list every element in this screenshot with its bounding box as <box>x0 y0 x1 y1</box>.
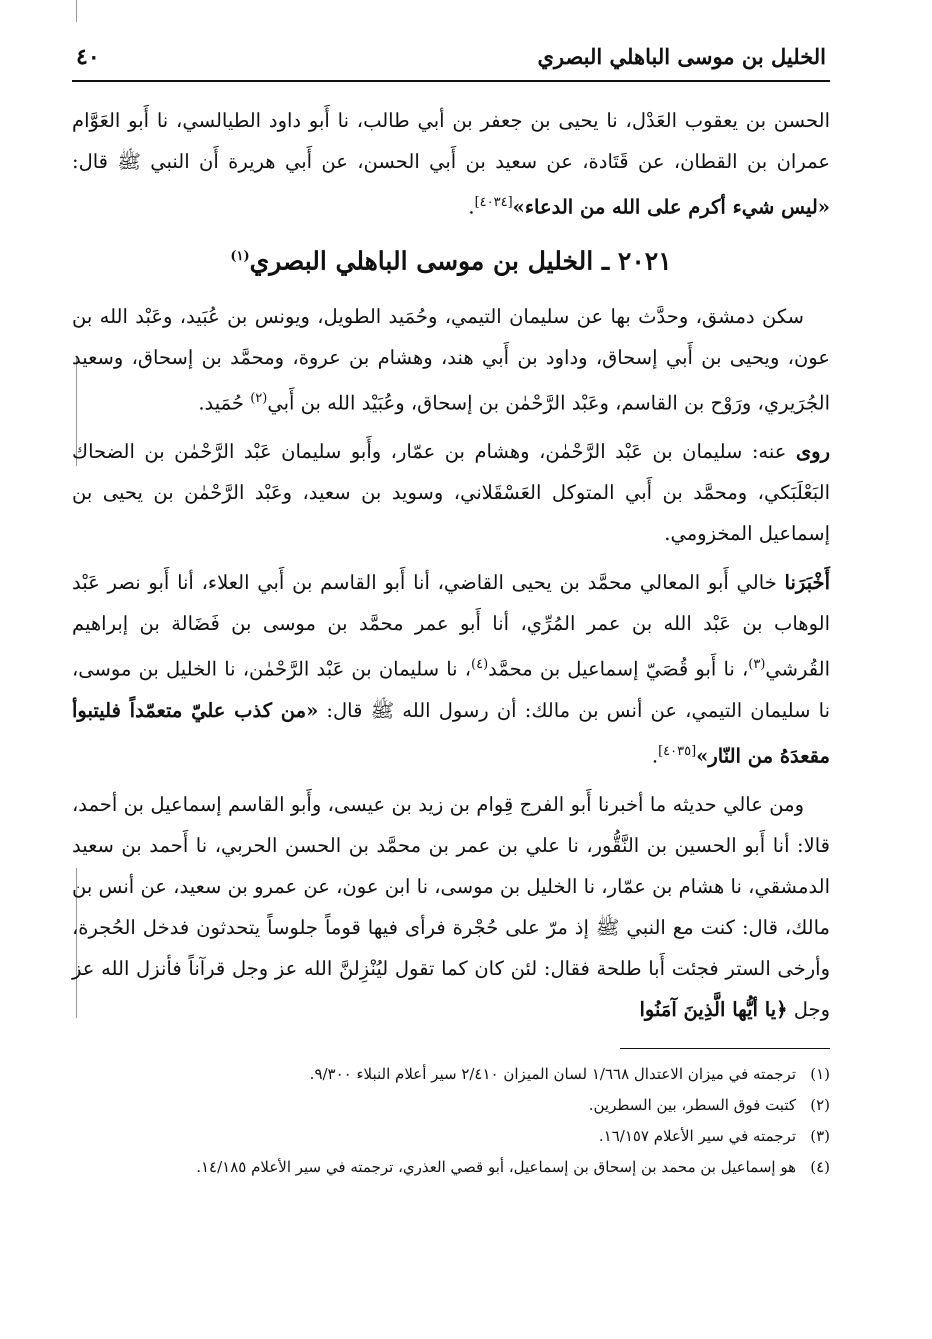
book-page <box>72 44 830 1183</box>
footnote-marker: (٣) <box>748 657 766 673</box>
footnote-text: كتبت فوق السطر، بين السطرين. <box>588 1096 796 1115</box>
lead-word: روى <box>795 440 830 464</box>
footnote-number: (٢) <box>810 1096 830 1115</box>
footnote-number: (٤) <box>810 1158 830 1177</box>
intro-paragraph <box>72 100 830 228</box>
footnote-marker: (٤) <box>471 657 489 673</box>
footnote-text: ترجمته في ميزان الاعتدال ١/٦٦٨ لسان الميزان ٢/٤١٠ سير أعلام النبلاء ٩/٣٠٠. <box>309 1065 796 1084</box>
lead-word: أَخْبَرَنا <box>784 571 830 595</box>
entry-title: ٢٠٢١ ـ الخليل بن موسى الباهلي البصري <box>249 245 672 275</box>
page-header <box>72 44 830 82</box>
footnote-number: (١) <box>810 1065 830 1084</box>
footnote-number: (٣) <box>810 1127 830 1146</box>
footnote-divider <box>620 1048 830 1049</box>
intro-text: الحسن بن يعقوب العَدْل، نا يحيى بن جعفر بن أبي طالب، نا أَبو داود الطيالسي، نا أَبو العَوَّام عمران بن القطان، عن قَتَادة، عن سعيد بن أَبي الحسن، عن أَبي هريرة أَن النبي ﷺ قال: <box>72 109 830 173</box>
entry-heading <box>72 238 830 280</box>
chain-text: ، نا أَبو قُصَيّ إسماعيل بن محمَّد <box>488 657 749 681</box>
hadith-quote: «من كذب عليّ متعمّداً فليتبوأ مقعدَهُ من النّار» <box>72 698 830 768</box>
narration-paragraph <box>72 784 830 1030</box>
footnote-marker: (٢) <box>250 390 268 406</box>
hadith-reference: [٤٠٣٤] <box>474 195 513 210</box>
footnotes <box>72 1059 830 1183</box>
narrators-text: عنه: سليمان بن عَبْد الرَّحْمٰن، وهشام بن عمّار، وأَبو سليمان عَبْد الرَّحْمٰن بن الضحاك البَعْلَبَكي، ومحمَّد بن أَبي المتوكل العَسْقَلاني، وسويد بن سعيد، وعَبْد الرَّحْمٰن بن يحيى بن إسماعيل المخزومي. <box>72 440 830 546</box>
page-number: ٤٠ <box>76 44 100 70</box>
biography-text-end: حُمَيد. <box>198 391 251 415</box>
chain-text: ، نا سليمان بن عَبْد الرَّحْمٰن، نا الخليل بن موسى، نا سليمان التيمي، عن أنس بن مالك: أن رسول الله ﷺ قال: <box>72 657 830 722</box>
footnote-text: هو إسماعيل بن محمد بن إسحاق بن إسماعيل، أبو قصي العذري، ترجمته في سير الأعلام ١٤/١٨٥. <box>196 1158 796 1177</box>
quran-quote: ﴿يا أيُّها الَّذِينَ آمَنُوا <box>639 998 788 1022</box>
margin-line-top <box>76 0 77 22</box>
footnote-item <box>72 1152 830 1183</box>
chain-paragraph <box>72 562 830 776</box>
intro-end: . <box>468 195 475 219</box>
hadith-quote: «ليس شيء أكرم على الله من الدعاء» <box>512 195 830 219</box>
footnote-item <box>72 1090 830 1121</box>
hadith-reference: [٤٠٣٥] <box>658 743 697 759</box>
footnote-item <box>72 1121 830 1152</box>
biography-paragraph <box>72 296 830 424</box>
footnote-text: ترجمته في سير الأعلام ١٦/١٥٧. <box>598 1127 796 1146</box>
footnote-marker: (١) <box>230 248 250 264</box>
footnote-item <box>72 1059 830 1090</box>
running-title: الخليل بن موسى الباهلي البصري <box>537 44 826 69</box>
chain-text: خالي أَبو المعالي محمَّد بن يحيى القاضي، أنا أَبو القاسم بن أَبي العلاء، أنا أَبو نصر عَبْد الوهاب بن عَبْد الله بن عمر المُرِّي، أنا أَبو عمر محمَّد بن موسى بن فَضَالة بن إبراهيم القُرشي <box>72 571 830 681</box>
main-text <box>72 100 830 1030</box>
biography-text: سكن دمشق، وحدَّث بها عن سليمان التيمي، وحُمَيد الطويل، ويونس بن عُبَيد، وعَبْد الله بن عون، ويحيى بن أَبي إسحاق، وداود بن أَبي هند، وهشام بن عروة، ومحمَّد بن إسحاق، وسعيد الجُرَيري، ورَوْح بن القاسم، وعَبْد الرَّحْمٰن بن إسحاق، وعُبَيْد الله بن أَبي <box>72 304 830 415</box>
narrators-paragraph <box>72 431 830 554</box>
chain-end: . <box>651 744 659 768</box>
narration-text: ومن عالي حديثه ما أخبرنا أَبو الفرج قِوام بن زيد بن عيسى، وأَبو القاسم إسماعيل بن أحمد، قالا: أنا أَبو الحسين بن النَّقُّور، نا علي بن عمر بن محمَّد بن الحسن الحربي، نا أَحمد بن سعيد الدمشقي، نا هشام بن عمّار، نا الخليل بن موسى، نا ابن عون، عن عمرو بن سعيد، عن أنس بن مالك، قال: كنت مع النبي ﷺ إذ مرّ على حُجْرة فرأى فيها قوماً جلوساً يتحدثون فدخل الحُجرة، وأرخى الستر فجئت أَبا طلحة فقال: لئن كان كما تقول ليُنْزِلنَّ الله عز وجل قرآناً فأنزل الله عز وجل <box>72 793 830 1022</box>
